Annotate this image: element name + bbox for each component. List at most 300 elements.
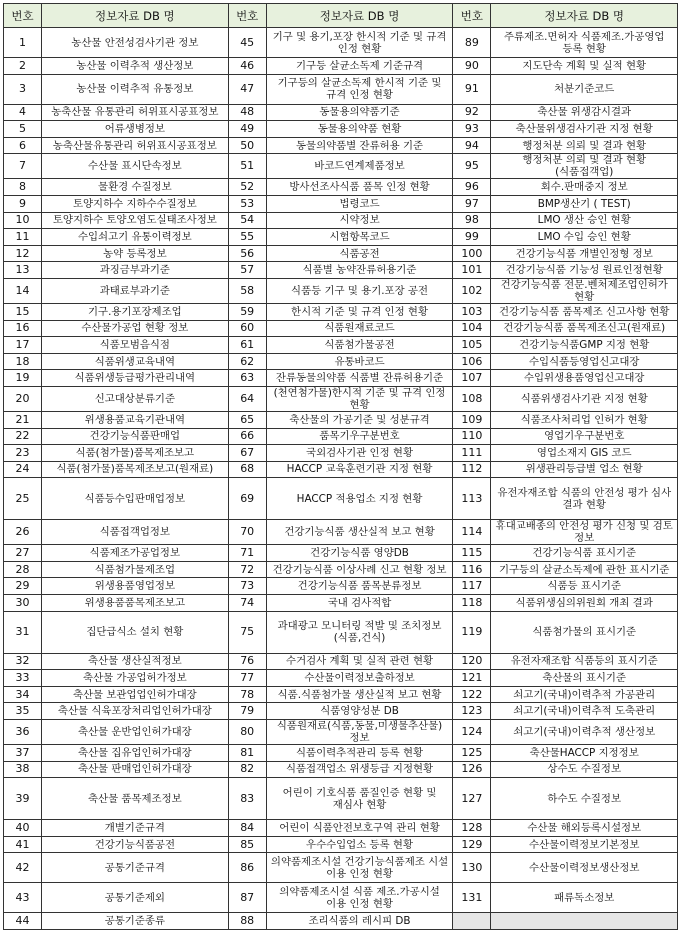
- row-number: 86: [228, 853, 266, 883]
- db-name-cell: 기구등의 살균소독제 한시적 기준 및 규격 인정 현황: [266, 74, 453, 104]
- db-name-cell: 영업소재지 GIS 코드: [491, 445, 678, 462]
- table-row: [4, 836, 678, 853]
- db-name-cell: 건강기능식품공전: [42, 836, 229, 853]
- row-number: 68: [228, 461, 266, 478]
- db-name-cell: LMO 생산 승인 현황: [491, 212, 678, 229]
- row-number: 49: [228, 121, 266, 138]
- row-number: 56: [228, 245, 266, 262]
- db-name-cell: 한시적 기준 및 규격 인정 현황: [266, 303, 453, 320]
- row-number: 103: [453, 303, 491, 320]
- row-number: 131: [453, 883, 491, 913]
- row-number: 34: [4, 686, 42, 703]
- table-row: [4, 883, 678, 913]
- db-name-cell: 수산물 해외등록시설정보: [491, 820, 678, 837]
- db-name-cell: 수거검사 계획 및 실적 관련 현황: [266, 653, 453, 670]
- table-row: [4, 520, 678, 545]
- row-number: 50: [228, 137, 266, 154]
- row-number: 70: [228, 520, 266, 545]
- db-name-cell: 신고대상분류기준: [42, 386, 229, 411]
- db-name-cell: 바코드연계제품정보: [266, 154, 453, 179]
- db-name-cell: 방사선조사식품 품목 인정 현황: [266, 179, 453, 196]
- db-name-cell: 축산물의 표시기준: [491, 670, 678, 687]
- row-number: 110: [453, 428, 491, 445]
- db-name-cell: 행정처분 의뢰 및 결과 현황: [491, 137, 678, 154]
- row-number: 75: [228, 611, 266, 653]
- row-number: 83: [228, 778, 266, 820]
- db-name-cell: 우수수입업소 등록 현황: [266, 836, 453, 853]
- db-name-cell: 식품위생교육내역: [42, 353, 229, 370]
- row-number: 92: [453, 104, 491, 121]
- row-number: 18: [4, 353, 42, 370]
- row-number: 55: [228, 229, 266, 246]
- table-row: [4, 278, 678, 303]
- row-number: 65: [228, 411, 266, 428]
- row-number: 41: [4, 836, 42, 853]
- db-name-cell: 농약 등록정보: [42, 245, 229, 262]
- row-number: 119: [453, 611, 491, 653]
- db-name-cell: 의약품제조시설 건강기능식품제조 시설 이용 인정 현황: [266, 853, 453, 883]
- row-number: 96: [453, 179, 491, 196]
- table-row: [4, 74, 678, 104]
- row-number: 66: [228, 428, 266, 445]
- db-name-cell: 유전자재조합 식품의 안전성 평가 심사 결과 현황: [491, 478, 678, 520]
- table-row: [4, 303, 678, 320]
- db-name-cell: 동물용의약품기준: [266, 104, 453, 121]
- db-name-cell: 위생용품영업정보: [42, 578, 229, 595]
- table-row: [4, 386, 678, 411]
- header-db-name: 정보자료 DB 명: [491, 4, 678, 28]
- row-number: 98: [453, 212, 491, 229]
- table-row: [4, 195, 678, 212]
- table-row: [4, 686, 678, 703]
- row-number: 40: [4, 820, 42, 837]
- table-row: [4, 137, 678, 154]
- row-number: 46: [228, 58, 266, 75]
- db-name-cell: 축산물 식육포장처리업인허가대장: [42, 703, 229, 720]
- db-name-cell: 식품원재료(식품,동물,미생물추산물) 정보: [266, 720, 453, 745]
- row-number: 63: [228, 370, 266, 387]
- table-row: [4, 561, 678, 578]
- db-name-cell: 건강기능식품 품목제조 신고사항 현황: [491, 303, 678, 320]
- row-number: 88: [228, 913, 266, 930]
- row-number: 44: [4, 913, 42, 930]
- db-name-cell: 수산물이력정보기본정보: [491, 836, 678, 853]
- row-number: 99: [453, 229, 491, 246]
- row-number: 69: [228, 478, 266, 520]
- row-number: 126: [453, 761, 491, 778]
- db-name-cell: 잔류동물의약품 식품별 잔류허용기준: [266, 370, 453, 387]
- db-name-cell: 시약정보: [266, 212, 453, 229]
- row-number: 85: [228, 836, 266, 853]
- row-number: 90: [453, 58, 491, 75]
- table-row: [4, 229, 678, 246]
- db-name-cell: 건강기능식품 생산실적 보고 현황: [266, 520, 453, 545]
- row-number: 5: [4, 121, 42, 138]
- row-number: 13: [4, 262, 42, 279]
- row-number: 19: [4, 370, 42, 387]
- db-name-cell: 과태료부과기준: [42, 278, 229, 303]
- table-row: [4, 595, 678, 612]
- db-name-cell: 과대광고 모니터링 적발 및 조치정보(식품,건식): [266, 611, 453, 653]
- db-name-cell: 수산물가공업 현황 정보: [42, 320, 229, 337]
- db-name-cell: 식품제조가공업정보: [42, 545, 229, 562]
- db-name-cell: 수입식품등영업신고대장: [491, 353, 678, 370]
- table-row: [4, 370, 678, 387]
- db-name-cell: 수입쇠고기 유통이력정보: [42, 229, 229, 246]
- db-name-cell: 상수도 수질정보: [491, 761, 678, 778]
- db-name-cell: 축산물 품목제조정보: [42, 778, 229, 820]
- row-number: 111: [453, 445, 491, 462]
- row-number: 80: [228, 720, 266, 745]
- table-row: [4, 428, 678, 445]
- db-name-cell: 건강기능식품 표시기준: [491, 545, 678, 562]
- db-name-cell: 국내 검사적합: [266, 595, 453, 612]
- db-name-cell: 동물용의약품 현황: [266, 121, 453, 138]
- row-number: 114: [453, 520, 491, 545]
- db-name-cell: 건강기능식품 영양DB: [266, 545, 453, 562]
- row-number: 23: [4, 445, 42, 462]
- row-number: 62: [228, 353, 266, 370]
- table-row: [4, 320, 678, 337]
- row-number: 17: [4, 337, 42, 354]
- db-name-cell: 축산물 운반업인허가대장: [42, 720, 229, 745]
- row-number: 6: [4, 137, 42, 154]
- db-name-cell: HACCP 교육훈련기관 지정 현황: [266, 461, 453, 478]
- row-number: 53: [228, 195, 266, 212]
- row-number: 89: [453, 28, 491, 58]
- db-name-cell: (천연첨가물)한시적 기준 및 규격 인정 현황: [266, 386, 453, 411]
- row-number: 116: [453, 561, 491, 578]
- table-row: [4, 411, 678, 428]
- db-name-cell: 식품위생심의위원회 개최 결과: [491, 595, 678, 612]
- row-number: 51: [228, 154, 266, 179]
- table-row: [4, 154, 678, 179]
- header-db-name: 정보자료 DB 명: [42, 4, 229, 28]
- row-number: 59: [228, 303, 266, 320]
- db-name-cell: 식품모범음식점: [42, 337, 229, 354]
- table-row: [4, 179, 678, 196]
- table-row: [4, 745, 678, 762]
- row-number: 84: [228, 820, 266, 837]
- row-number: 31: [4, 611, 42, 653]
- table-body: [4, 28, 678, 930]
- db-name-cell: 공통기준규격: [42, 853, 229, 883]
- db-name-cell: 의약품제조시설 식품 제조.가공시설 이용 인정 현황: [266, 883, 453, 913]
- row-number: 38: [4, 761, 42, 778]
- db-name-cell: 쇠고기(국내)이력추적 도축관리: [491, 703, 678, 720]
- row-number: 79: [228, 703, 266, 720]
- db-name-cell: 축산물 가공업허가정보: [42, 670, 229, 687]
- db-name-cell: LMO 수입 승인 현황: [491, 229, 678, 246]
- db-name-cell: 집단급식소 설치 현황: [42, 611, 229, 653]
- row-number: 118: [453, 595, 491, 612]
- db-name-cell: 법령코드: [266, 195, 453, 212]
- row-number: 37: [4, 745, 42, 762]
- row-number: 127: [453, 778, 491, 820]
- db-name-cell: 토양지하수 지하수수질정보: [42, 195, 229, 212]
- db-name-cell: 쇠고기(국내)이력추적 가공관리: [491, 686, 678, 703]
- db-name-cell: 어류생병정보: [42, 121, 229, 138]
- table-row: [4, 820, 678, 837]
- table-row: [4, 778, 678, 820]
- row-number: 102: [453, 278, 491, 303]
- row-number: 73: [228, 578, 266, 595]
- row-number: 2: [4, 58, 42, 75]
- db-name-cell: 농산물 이력추적 생산정보: [42, 58, 229, 75]
- db-name-cell: 축산물 판매업인허가대장: [42, 761, 229, 778]
- row-number: 24: [4, 461, 42, 478]
- db-name-cell: 축산물 보관업업인허가대장: [42, 686, 229, 703]
- row-number: 36: [4, 720, 42, 745]
- row-number: 57: [228, 262, 266, 279]
- db-name-cell: 기구등의 살균소독제에 관한 표시기준: [491, 561, 678, 578]
- db-name-cell: 축산물의 가공기준 및 성분규격: [266, 411, 453, 428]
- row-number: 12: [4, 245, 42, 262]
- row-number: 97: [453, 195, 491, 212]
- row-number: 104: [453, 320, 491, 337]
- row-number: 95: [453, 154, 491, 179]
- db-name-cell: 국외검사기관 인정 현황: [266, 445, 453, 462]
- db-name-cell: 공통기준종류: [42, 913, 229, 930]
- row-number: 7: [4, 154, 42, 179]
- table-row: [4, 337, 678, 354]
- row-number: 93: [453, 121, 491, 138]
- db-name-cell: 건강기능식품 전문.벤처제조업인허가 현황: [491, 278, 678, 303]
- header-row: [4, 4, 678, 28]
- db-name-cell: 식품별 농약잔류허용기준: [266, 262, 453, 279]
- db-name-cell: 수산물 표시단속정보: [42, 154, 229, 179]
- db-name-cell: 지도단속 계획 및 실적 현황: [491, 58, 678, 75]
- db-name-cell: 식품등 기구 및 용기.포장 공전: [266, 278, 453, 303]
- row-number: 61: [228, 337, 266, 354]
- db-name-cell: 쇠고기(국내)이력추적 생산정보: [491, 720, 678, 745]
- row-number: 64: [228, 386, 266, 411]
- db-name-cell: 물환경 수질정보: [42, 179, 229, 196]
- db-name-cell: 건강기능식품판매업: [42, 428, 229, 445]
- table-row: [4, 578, 678, 595]
- row-number: [453, 913, 491, 930]
- row-number: 15: [4, 303, 42, 320]
- db-name-cell: 건강기능식품 이상사례 신고 현황 정보: [266, 561, 453, 578]
- db-name-cell: 농산물 이력추적 유통정보: [42, 74, 229, 104]
- row-number: 82: [228, 761, 266, 778]
- db-name-cell: 식품등수입판매업정보: [42, 478, 229, 520]
- row-number: 106: [453, 353, 491, 370]
- row-number: 120: [453, 653, 491, 670]
- db-name-cell: 위생용품교육기관내역: [42, 411, 229, 428]
- row-number: 16: [4, 320, 42, 337]
- row-number: 14: [4, 278, 42, 303]
- db-name-cell: 축산물HACCP 지정정보: [491, 745, 678, 762]
- db-list-table: [3, 3, 678, 930]
- row-number: 121: [453, 670, 491, 687]
- db-name-cell: 건강기능식품 기능성 원료인정현황: [491, 262, 678, 279]
- row-number: 78: [228, 686, 266, 703]
- row-number: 52: [228, 179, 266, 196]
- table-row: [4, 670, 678, 687]
- db-name-cell: 조리식품의 레시피 DB: [266, 913, 453, 930]
- table-row: [4, 58, 678, 75]
- row-number: 48: [228, 104, 266, 121]
- db-name-cell: 농축산물 유통관리 허위표시공표정보: [42, 104, 229, 121]
- row-number: 22: [4, 428, 42, 445]
- db-name-cell: 영업기우구분번호: [491, 428, 678, 445]
- row-number: 74: [228, 595, 266, 612]
- row-number: 91: [453, 74, 491, 104]
- table-row: [4, 611, 678, 653]
- table-row: [4, 703, 678, 720]
- db-name-cell: 축산물 생산실적정보: [42, 653, 229, 670]
- row-number: 67: [228, 445, 266, 462]
- db-name-cell: 식품(첨가물)품목제조보고(원재료): [42, 461, 229, 478]
- db-name-cell: BMP생산기 ( TEST): [491, 195, 678, 212]
- row-number: 45: [228, 28, 266, 58]
- header-db-name: 정보자료 DB 명: [266, 4, 453, 28]
- row-number: 21: [4, 411, 42, 428]
- db-name-cell: 행정처분 의뢰 및 결과 현황(식품접객업): [491, 154, 678, 179]
- db-name-cell: 식품첨가물제조업: [42, 561, 229, 578]
- row-number: 113: [453, 478, 491, 520]
- row-number: 54: [228, 212, 266, 229]
- table-row: [4, 121, 678, 138]
- db-name-cell: 축산물 위생감시결과: [491, 104, 678, 121]
- row-number: 39: [4, 778, 42, 820]
- db-name-cell: [491, 913, 678, 930]
- row-number: 26: [4, 520, 42, 545]
- db-name-cell: 식품이력추적관리 등록 현황: [266, 745, 453, 762]
- db-name-cell: 건강기능식품 품목제조신고(원재료): [491, 320, 678, 337]
- db-name-cell: 건강기능식품 품목분류정보: [266, 578, 453, 595]
- row-number: 29: [4, 578, 42, 595]
- row-number: 30: [4, 595, 42, 612]
- db-name-cell: 토양지하수 토양오염도실태조사정보: [42, 212, 229, 229]
- row-number: 109: [453, 411, 491, 428]
- db-name-cell: 수산물이력정보출하정보: [266, 670, 453, 687]
- db-name-cell: 식품위생검사기관 지정 현황: [491, 386, 678, 411]
- row-number: 33: [4, 670, 42, 687]
- db-name-cell: 식품원재료코드: [266, 320, 453, 337]
- row-number: 47: [228, 74, 266, 104]
- table-row: [4, 913, 678, 930]
- row-number: 129: [453, 836, 491, 853]
- db-name-cell: 식품.식품첨가물 생산실적 보고 현황: [266, 686, 453, 703]
- table-row: [4, 28, 678, 58]
- row-number: 81: [228, 745, 266, 762]
- row-number: 125: [453, 745, 491, 762]
- row-number: 101: [453, 262, 491, 279]
- db-name-cell: 식품접객업정보: [42, 520, 229, 545]
- table-row: [4, 353, 678, 370]
- header-number: 번호: [228, 4, 266, 28]
- db-name-cell: 공통기준제외: [42, 883, 229, 913]
- db-name-cell: 처분기준코드: [491, 74, 678, 104]
- row-number: 11: [4, 229, 42, 246]
- db-name-cell: 식품영양성분 DB: [266, 703, 453, 720]
- row-number: 112: [453, 461, 491, 478]
- header-number: 번호: [453, 4, 491, 28]
- row-number: 72: [228, 561, 266, 578]
- db-name-cell: 축산물 집유업인허가대장: [42, 745, 229, 762]
- table-row: [4, 212, 678, 229]
- row-number: 4: [4, 104, 42, 121]
- header-number: 번호: [4, 4, 42, 28]
- db-name-cell: 유통바코드: [266, 353, 453, 370]
- row-number: 115: [453, 545, 491, 562]
- db-name-cell: 식품첨가물의 표시기준: [491, 611, 678, 653]
- db-name-cell: 하수도 수질정보: [491, 778, 678, 820]
- row-number: 87: [228, 883, 266, 913]
- db-name-cell: 어린이 식품안전보호구역 관리 현황: [266, 820, 453, 837]
- row-number: 124: [453, 720, 491, 745]
- db-name-cell: 식품접객업소 위생등급 지정현황: [266, 761, 453, 778]
- row-number: 25: [4, 478, 42, 520]
- row-number: 76: [228, 653, 266, 670]
- db-name-cell: 휴대교배종의 안전성 평가 신청 및 검토 정보: [491, 520, 678, 545]
- table-row: [4, 262, 678, 279]
- row-number: 27: [4, 545, 42, 562]
- row-number: 58: [228, 278, 266, 303]
- db-name-cell: 과징금부과기준: [42, 262, 229, 279]
- row-number: 94: [453, 137, 491, 154]
- db-name-cell: 축산물위생검사기관 지정 현황: [491, 121, 678, 138]
- table-row: [4, 478, 678, 520]
- row-number: 32: [4, 653, 42, 670]
- row-number: 8: [4, 179, 42, 196]
- db-name-cell: HACCP 적용업소 지정 현황: [266, 478, 453, 520]
- db-name-cell: 식품위생등급평가관리내역: [42, 370, 229, 387]
- db-name-cell: 품목기우구분번호: [266, 428, 453, 445]
- table-row: [4, 445, 678, 462]
- db-name-cell: 수입위생용품영업신고대장: [491, 370, 678, 387]
- db-name-cell: 시험항목코드: [266, 229, 453, 246]
- row-number: 108: [453, 386, 491, 411]
- row-number: 20: [4, 386, 42, 411]
- db-name-cell: 어린이 기호식품 품질인증 현황 및 재심사 현황: [266, 778, 453, 820]
- db-name-cell: 회수.판매중지 정보: [491, 179, 678, 196]
- db-name-cell: 기구 및 용기,포장 한시적 기준 및 규격 인정 현황: [266, 28, 453, 58]
- db-name-cell: 주류제조.면허자 식품제조.가공영업 등록 현황: [491, 28, 678, 58]
- row-number: 100: [453, 245, 491, 262]
- row-number: 77: [228, 670, 266, 687]
- db-name-cell: 수산물이력정보생산정보: [491, 853, 678, 883]
- row-number: 35: [4, 703, 42, 720]
- db-name-cell: 위생용품품목제조보고: [42, 595, 229, 612]
- db-name-cell: 개별기준규격: [42, 820, 229, 837]
- db-name-cell: 기구.용기포장제조업: [42, 303, 229, 320]
- table-row: [4, 545, 678, 562]
- row-number: 43: [4, 883, 42, 913]
- db-name-cell: 식품등 표시기준: [491, 578, 678, 595]
- row-number: 60: [228, 320, 266, 337]
- db-name-cell: 식품조사처리업 인허가 현황: [491, 411, 678, 428]
- db-name-cell: 식품공전: [266, 245, 453, 262]
- db-name-cell: 식품첨가물공전: [266, 337, 453, 354]
- db-name-cell: 건강기능식품GMP 지정 현황: [491, 337, 678, 354]
- db-name-cell: 동물의약품별 잔류허용 기준: [266, 137, 453, 154]
- row-number: 9: [4, 195, 42, 212]
- table-row: [4, 245, 678, 262]
- row-number: 10: [4, 212, 42, 229]
- db-name-cell: 농축산물유통관리 허위표시공표정보: [42, 137, 229, 154]
- db-name-cell: 식품(첨가물)품목제조보고: [42, 445, 229, 462]
- row-number: 42: [4, 853, 42, 883]
- db-name-cell: 농산물 안전성검사기관 정보: [42, 28, 229, 58]
- row-number: 71: [228, 545, 266, 562]
- row-number: 28: [4, 561, 42, 578]
- row-number: 123: [453, 703, 491, 720]
- row-number: 105: [453, 337, 491, 354]
- table-row: [4, 104, 678, 121]
